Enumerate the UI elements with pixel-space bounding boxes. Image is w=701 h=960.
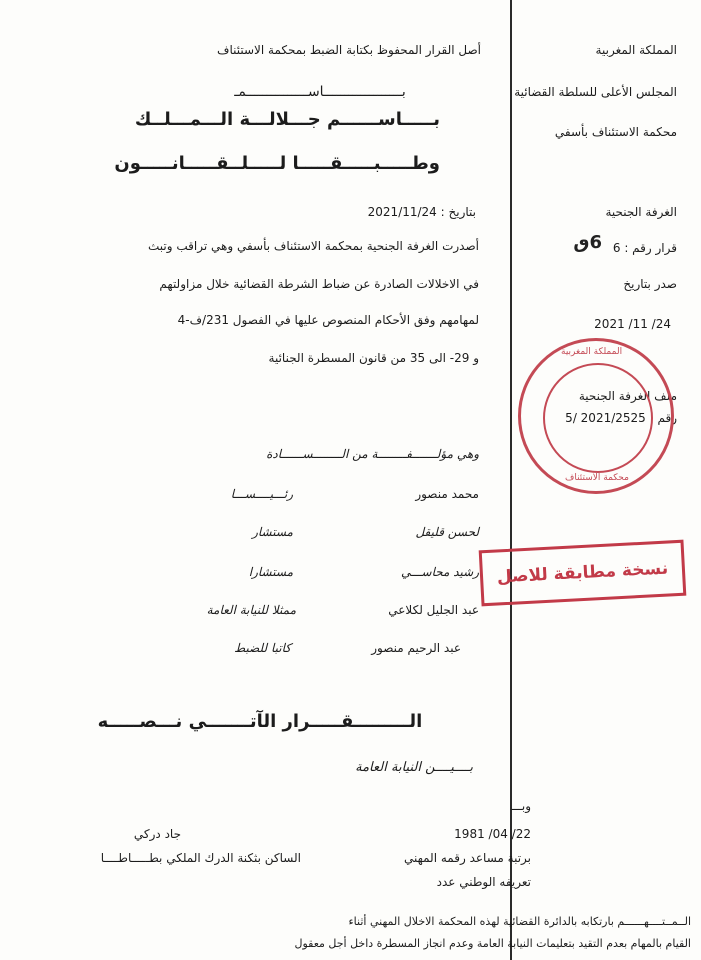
file-label: ملف الغرفة الجنحية: [578, 389, 677, 403]
member-name: محمد منصور: [415, 487, 479, 501]
between-line: بــــيــــن النيابة العامة: [355, 760, 473, 775]
council-label: المجلس الأعلى للسلطة القضائية: [514, 85, 677, 99]
composition-line: وهي مؤلـــــــفــــــــة من الــــــــســــــادة: [266, 447, 479, 461]
member-role: كاتبا للضبط: [234, 641, 291, 655]
original-note: أصل القرار المحفوظ بكتابة الضبط بمحكمة الاستئناف: [217, 43, 481, 57]
national-id-line: تعريفه الوطني عدد: [436, 875, 531, 889]
column-divider: [510, 0, 512, 960]
kingdom-label: المملكة المغربية: [595, 43, 677, 57]
intro-line-4: و 29- الى 35 من قانون المسطرة الجنائية: [268, 351, 479, 365]
decision-title: الـــــــــقـــــرار الآتـــــــي نـــصـــــه: [97, 711, 423, 732]
intro-line-2: في الاخلالات الصادرة عن ضباط الشرطة القضائية خلال مزاولتهم: [159, 277, 479, 291]
member-name: لحسن قليقل: [415, 525, 479, 539]
chamber-label: الغرفة الجنحية: [605, 205, 677, 219]
basmala: بـــــــــــــــــــاســـــــــــــــمـ: [234, 84, 406, 100]
court-seal: [518, 338, 674, 494]
intro-line-3: لمهامهم وفق الأحكام المنصوص عليها في الفصول 231/ف-4: [177, 313, 479, 327]
file-number: رقم : 2021/2525 /5: [565, 411, 677, 425]
certified-copy-stamp: نسخة مطابقة للاصل: [479, 540, 687, 607]
member-role: مستشار: [252, 525, 293, 539]
member-role: ممثلا للنيابة العامة: [206, 603, 296, 617]
residence-line: الساكن بثكنة الدرك الملكي بطـــــاطــــا: [100, 851, 301, 865]
accused-line-1: الــمــتــــهــــــم بارتكابه بالدائرة القضائية لهذه المحكمة الاخلال المهني أثناء: [348, 915, 691, 928]
and-line: وبـــ: [511, 799, 531, 813]
decision-number: قرار رقم : 6: [612, 241, 677, 255]
law-heading: وطـــــبـــــقـــــا لـــــلــقـــــانـــــون: [114, 153, 440, 174]
member-role: مستشارا: [248, 565, 293, 579]
birth-date: 22/ 04/ 1981: [454, 827, 531, 841]
intro-line-1: أصدرت الغرفة الجنحية بمحكمة الاستئناف بأسفي وهي تراقب وتبث: [148, 239, 479, 253]
seal-bottom-text: محكمة الاستئناف: [565, 473, 629, 483]
issued-on-label: صدر بتاريخ: [623, 277, 677, 291]
handwritten-number: 6ٯ: [573, 232, 602, 253]
member-name: عبد الجليل لكلاعي: [388, 603, 479, 617]
decision-date: بتاريخ : 2021/11/24: [367, 205, 476, 219]
member-role: رئـــيــــســـا: [230, 487, 293, 501]
accused-line-2: القيام بالمهام بعدم التقيد بتعليمات النيابة العامة وعدم انجاز المسطرة داخل أجل معقول: [294, 937, 691, 950]
issued-on-date: 24/ 11/ 2021: [594, 317, 671, 331]
seal-top-text: المملكة المغربية: [561, 347, 623, 357]
rank-line: برتبة مساعد رقمه المهني: [403, 851, 531, 865]
seal-inner-ring: [543, 363, 653, 473]
member-name: رشيد محاســـي: [400, 565, 479, 579]
member-name: عبد الرحيم منصور: [371, 641, 461, 655]
name-fragment: جاد دركي: [133, 827, 181, 841]
court-label: محكمة الاستئناف بأسفي: [554, 125, 677, 139]
king-heading: بـــــاســــــم جـــلالـــة الـــمـــلــك: [134, 109, 440, 130]
